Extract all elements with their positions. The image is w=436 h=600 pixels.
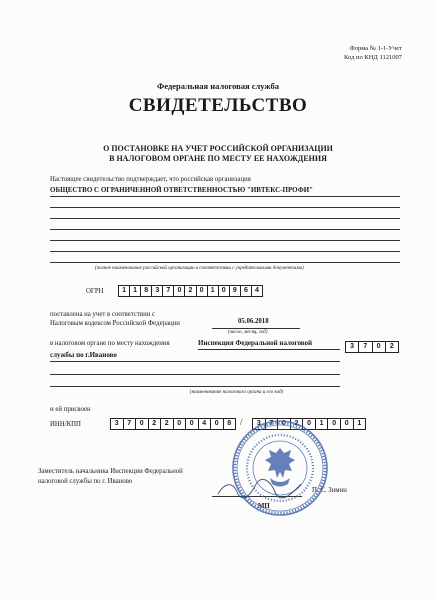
document-title: СВИДЕТЕЛЬСТВО bbox=[128, 95, 308, 116]
ogrn-label: ОГРН bbox=[86, 288, 104, 295]
org-name-caption: (полное наименование российской организации в соответствии с учредительными документами) bbox=[95, 266, 304, 271]
confirmation-text: Настоящее свидетельство подтверждает, что российская организация bbox=[50, 176, 251, 183]
authority-line-3 bbox=[50, 374, 340, 375]
org-name-line-4 bbox=[50, 229, 400, 230]
inn-boxes: 3 7 0 2 2 0 0 4 0 8 bbox=[110, 418, 236, 430]
signatory-name: П. С. Зимин bbox=[312, 487, 347, 494]
tax-authority-name-1: Инспекция Федеральной налоговой bbox=[198, 339, 313, 347]
tax-authority-name-2: службы по г.Иваново bbox=[50, 351, 117, 359]
signatory-title-1: Заместитель начальника Инспекции Федеральной bbox=[38, 468, 183, 475]
seal-place-mark: МП bbox=[258, 503, 270, 510]
authority-caption: (наименование налогового органа и его код) bbox=[190, 390, 284, 395]
org-name-line-2 bbox=[50, 207, 400, 208]
knd-code: Код по КНД 1121007 bbox=[344, 54, 402, 61]
subtitle-line-2: В НАЛОГОВОМ ОРГАНЕ ПО МЕСТУ ЕЕ НАХОЖДЕНИЯ bbox=[109, 154, 327, 163]
ogrn-boxes: 1 1 8 3 7 0 2 0 1 0 9 6 4 bbox=[118, 285, 263, 297]
registration-date: 05.06.2018 bbox=[238, 318, 269, 325]
org-name-line-1 bbox=[50, 196, 400, 197]
authority-code-boxes: 3 7 0 2 bbox=[345, 341, 399, 353]
tax-authority-label: в налоговом органе по месту нахождения bbox=[50, 340, 170, 347]
organization-name: ОБЩЕСТВО С ОГРАНИЧЕННОЙ ОТВЕТСТВЕННОСТЬЮ "ИВТЕКС-ПРОФИ" bbox=[50, 186, 314, 194]
registered-text-2: Налоговым кодексом Российской Федерации bbox=[50, 320, 180, 327]
org-name-line-7 bbox=[50, 262, 400, 263]
issuing-authority: Федеральная налоговая служба bbox=[157, 81, 279, 91]
org-name-line-5 bbox=[50, 240, 400, 241]
authority-line-2 bbox=[50, 361, 340, 362]
authority-line-1 bbox=[198, 349, 340, 350]
official-seal-stamp bbox=[230, 418, 330, 518]
assigned-text: и ей присвоен bbox=[50, 406, 91, 413]
authority-line-4 bbox=[50, 386, 340, 387]
date-caption: (число, месяц, год) bbox=[228, 330, 268, 335]
inn-kpp-label: ИНН/КПП bbox=[50, 421, 81, 428]
subtitle-line-1: О ПОСТАНОВКЕ НА УЧЕТ РОССИЙСКОЙ ОРГАНИЗАЦИИ bbox=[103, 144, 333, 153]
inn-kpp-separator: / bbox=[240, 417, 243, 427]
kpp-boxes: 3 7 0 2 0 1 0 0 1 bbox=[252, 418, 366, 430]
signatory-title-2: налоговой службы по г. Иваново bbox=[38, 478, 133, 485]
registered-text-1: поставлена на учет в соответствии с bbox=[50, 311, 156, 318]
org-name-line-3 bbox=[50, 218, 400, 219]
date-line bbox=[212, 328, 300, 329]
org-name-line-6 bbox=[50, 251, 400, 252]
signature-scribble bbox=[215, 478, 305, 500]
form-number: Форма № 1-1-Учет bbox=[349, 45, 402, 52]
